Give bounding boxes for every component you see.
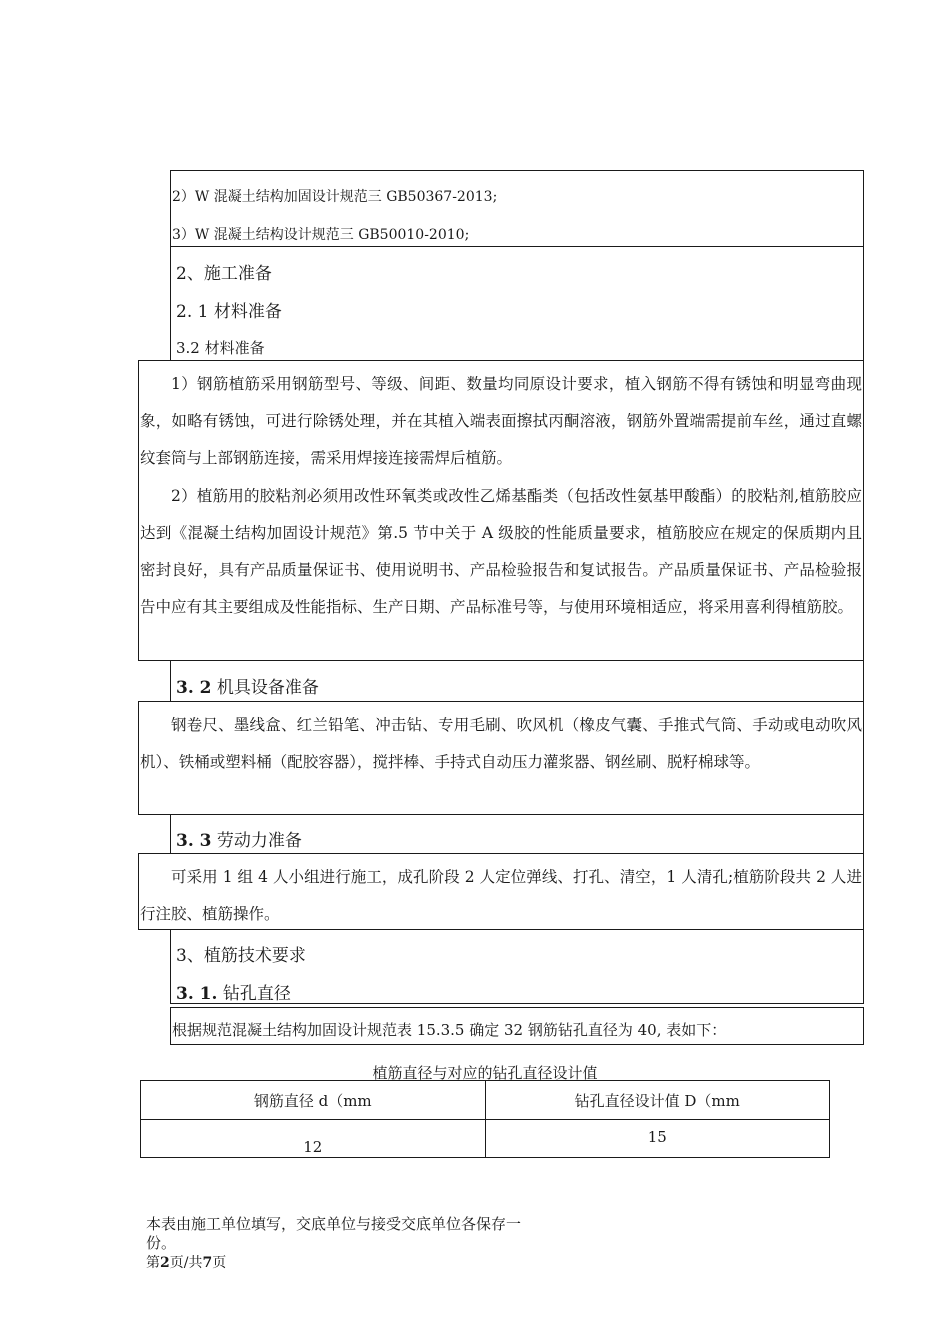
section-3-1-number: 3. 1. [176, 984, 218, 1004]
table-header-row [141, 1081, 830, 1120]
table-row [141, 1120, 830, 1158]
section-3-3-title [176, 826, 302, 851]
spec-table [140, 1080, 830, 1158]
section-3-3-number: 3. 3 [176, 831, 212, 851]
page-prefix: 第 [146, 1255, 160, 1271]
table-cell [485, 1120, 830, 1158]
reference-item-3: 3）W 混凝土结构设计规范三 GB50010-2010; [172, 227, 470, 243]
section-3-1-title [176, 979, 291, 1004]
section-3-2-number: 3. 2 [176, 678, 212, 698]
drill-paragraph: 根据规范混凝土结构加固设计规范表 15.3.5 确定 32 钢筋钻孔直径为 40, 表如下： [172, 1021, 727, 1039]
section-3-2-equipment-title [176, 673, 319, 698]
section-3-2-label: 机具设备准备 [216, 678, 319, 698]
section-3-2-material-title: 3.2 材料准备 [176, 339, 265, 357]
section-3-1-label: 钻孔直径 [222, 984, 291, 1004]
table-cell-value: 12 [303, 1138, 323, 1156]
page-suffix: 页 [212, 1255, 227, 1271]
page-current: 2 [160, 1255, 170, 1271]
section-2-1-title: 2. 1 材料准备 [176, 302, 282, 322]
table-header-cell: 钢筋直径 d（mm [141, 1081, 486, 1120]
page-total: 7 [202, 1255, 213, 1271]
material-paragraph-2: 2）植筋用的胶粘剂必须用改性环氧类或改性乙烯基酯类（包括改性氨基甲酸酯）的胶粘剂,植筋胶应达到《混凝土结构加固设计规范》第.5 节中关于 A 级胶的性能质量要求，植筋胶应在规定的保质期内且密封良好，具有产品质量保证书、使用说明书、产品检验报告和复试报告。产品质量保证书、产品检验报告中应有其主要组成及性能指标、生产日期、产品标准号等，与使用环境相适应，将采用喜利得植筋胶。 [140, 487, 862, 616]
table-cell [141, 1120, 486, 1158]
page-number [146, 1252, 226, 1272]
section-2-title: 2、施工准备 [176, 264, 272, 284]
footer-note-line-2: 份。 [146, 1234, 177, 1252]
material-paragraph-1: 1）钢筋植筋采用钢筋型号、等级、间距、数量均同原设计要求，植入钢筋不得有锈蚀和明显弯曲现象，如略有锈蚀，可进行除锈处理，并在其植入端表面擦拭丙酮溶液，钢筋外置端需提前车丝，通过直螺纹套筒与上部钢筋连接，需采用焊接连接需焊后植筋。 [140, 375, 862, 467]
reference-item-2: 2）W 混凝土结构加固设计规范三 GB50367-2013; [172, 189, 498, 205]
table-cell-value: 15 [647, 1128, 667, 1146]
section-3-title: 3、植筋技术要求 [176, 946, 306, 966]
labor-paragraph: 可采用 1 组 4 人小组进行施工，成孔阶段 2 人定位弹线、打孔、清空，1 人清孔;植筋阶段共 2 人进行注胶、植筋操作。 [140, 868, 862, 923]
section-3-3-label: 劳动力准备 [216, 831, 302, 851]
page-mid: 页/共 [169, 1255, 203, 1271]
footer-note-line-1: 本表由施工单位填写，交底单位与接受交底单位各保存一 [146, 1215, 522, 1233]
table-header-cell: 钻孔直径设计值 D（mm [485, 1081, 830, 1120]
table-caption: 植筋直径与对应的钻孔直径设计值 [372, 1064, 598, 1082]
equipment-paragraph: 钢卷尺、墨线盒、红兰铅笔、冲击钻、专用毛刷、吹风机（橡皮气囊、手推式气筒、手动或电动吹风机）、铁桶或塑料桶（配胶容器），搅拌棒、手持式自动压力灌浆器、钢丝刷、脱籽棉球等。 [140, 716, 862, 771]
